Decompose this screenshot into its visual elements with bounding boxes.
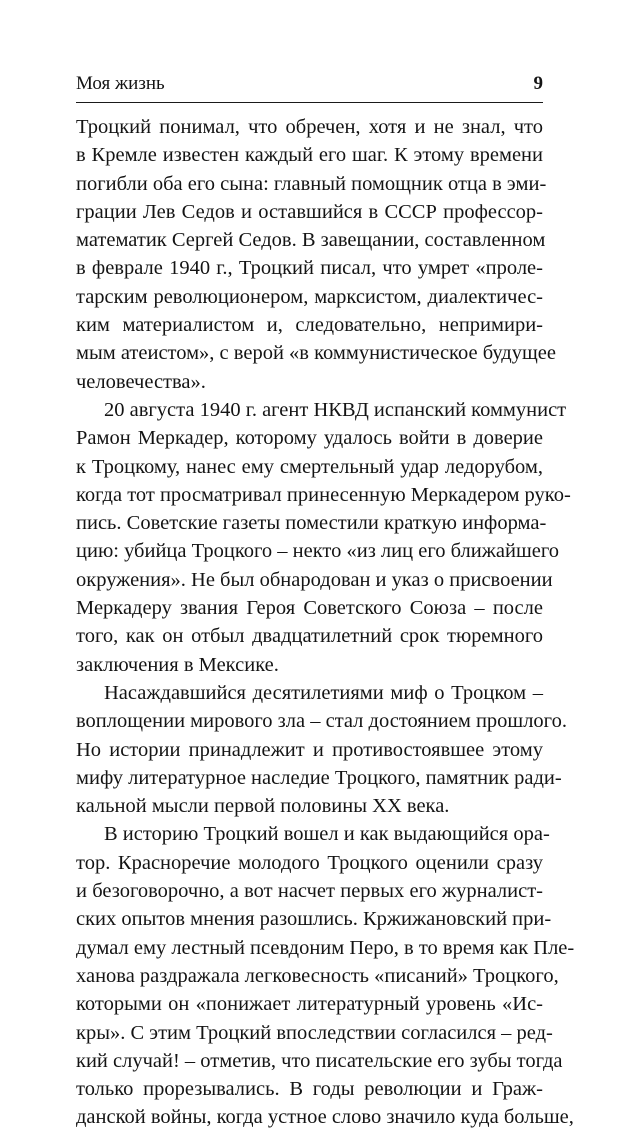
text-line: цию: убийца Троцкого – некто «из лиц его ближайшего [76,540,559,563]
text-line: человечества». [76,370,206,393]
text-line: пись. Советские газеты поместили краткую информа- [76,512,547,535]
running-header [76,71,543,97]
text-line: и безоговорочно, а вот насчет первых его журналист- [76,880,543,903]
text-line: ким материалистом и, следовательно, непримири- [76,314,543,337]
text-line: кры». С этим Троцкий впоследствии согласился – ред- [76,1021,553,1044]
text-line: которыми он «понижает литературный уровень «Ис- [76,993,543,1016]
text-line: только прорезывались. В годы революции и Граж- [76,1078,543,1101]
text-line: ских опытов мнения разошлись. Кржижановский при- [76,908,552,931]
text-line: Но истории принадлежит и противостоявшее этому [76,738,543,761]
text-line: тор. Красноречие молодого Троцкого оценили сразу [76,851,543,874]
text-line: когда тот просматривал принесенную Меркадером руко- [76,483,571,506]
text-line: Троцкий понимал, что обречен, хотя и не знал, что [76,116,543,138]
text-line: мым атеистом», с верой «в коммунистическое будущее [76,342,556,365]
text-line: к Троцкому, нанес ему смертельный удар ледорубом, [76,455,543,478]
text-line: Насаждавшийся десятилетиями миф о Троцком – [104,681,543,704]
text-line: математик Сергей Седов. В завещании, составленном [76,229,546,252]
text-line: мифу литературное наследие Троцкого, памятник ради- [76,766,562,789]
text-line: 20 августа 1940 г. агент НКВД испанский коммунист [104,398,567,421]
text-line: тарским революционером, марксистом, диалектичес- [76,285,543,308]
text-line: заключения в Мексике. [76,653,279,676]
text-line: кальной мысли первой половины XX века. [76,795,450,818]
text-line: погибли оба его сына: главный помощник отца в эми- [76,172,547,195]
text-line: Меркадеру звания Героя Советского Союза – после [76,597,543,620]
body-text [76,113,575,1132]
text-line: воплощении мирового зла – стал достоянием прошлого. [76,710,567,733]
text-line: В историю Троцкий вошел и как выдающийся ора- [104,823,550,846]
text-line: в Кремле известен каждый его шаг. К этому времени [76,144,543,167]
text-line: данской войны, когда устное слово значило куда больше, [76,1106,574,1129]
text-line: того, как он отбыл двадцатилетний срок тюремного [76,625,543,648]
header-rule [76,102,543,103]
page-number: 9 [533,73,543,94]
running-title: Моя жизнь [76,73,165,94]
text-line: грации Лев Седов и оставшийся в СССР профессор- [76,200,543,223]
text-line: кий случай! – отметив, что писательские его зубы тогда [76,1049,563,1072]
text-line: Рамон Меркадер, которому удалось войти в доверие [76,427,543,450]
text-line: окружения». Не был обнародован и указ о присвоении [76,568,553,591]
text-line: думал ему лестный псевдоним Перо, в то время как Пле- [76,936,575,959]
text-line: в феврале 1940 г., Троцкий писал, что умрет «проле- [76,257,543,280]
text-line: ханова раздражала легковесность «писаний» Троцкого, [76,964,559,987]
